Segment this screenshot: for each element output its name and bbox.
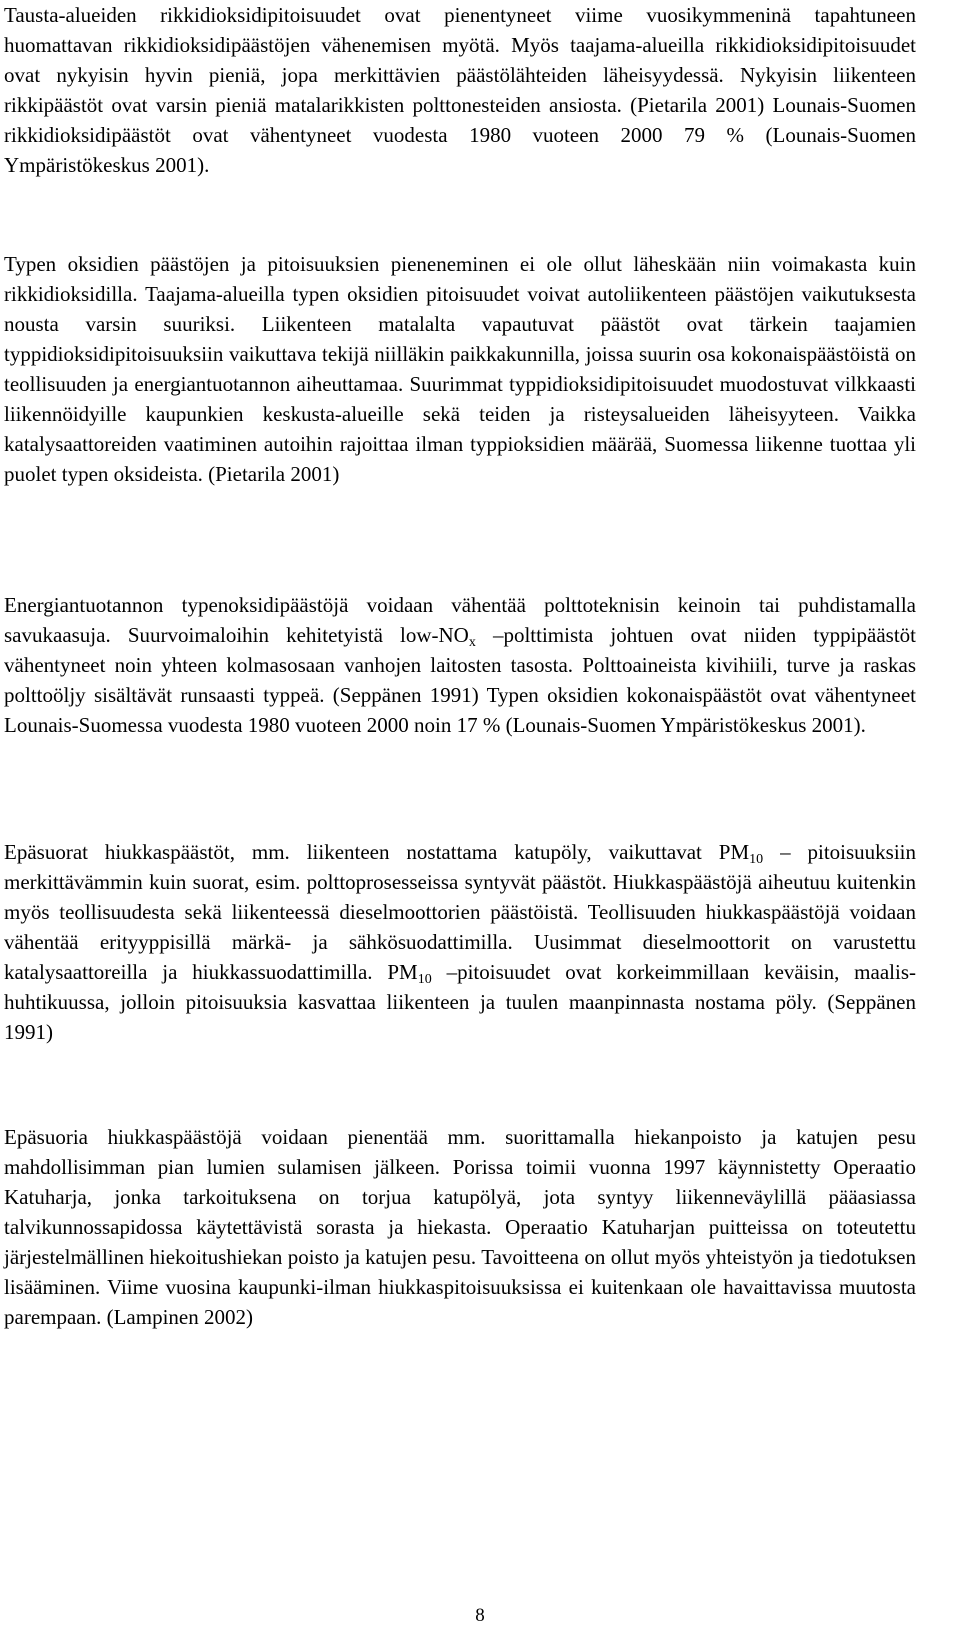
paragraph-energy-production-nox — [4, 590, 916, 740]
paragraph-text: –pitoisuudet ovat korkeimmillaan keväisin, maalis-huhtikuussa, jolloin pitoisuuksia kasvattaa liikenteen ja tuulen maanpinnasta nostama pöly. (Seppänen 1991) — [4, 960, 916, 1044]
paragraph-particle-emissions — [4, 837, 916, 1047]
paragraph-sulfur-dioxide: Tausta-alueiden rikkidioksidipitoisuudet ovat pienentyneet viime vuosikymmeninä tapahtuneen huomattavan rikkidioksidipäästöjen vähenemisen myötä. Myös taajama-alueilla rikkidioksidipitoisuudet ovat nykyisin hyvin pieniä, jopa merkittävien päästölähteiden läheisyydessä. Nykyisin liikenteen rikkipäästöt ovat varsin pieniä matalarikkisten polttonesteiden ansiosta. (Pietarila 2001) Lounais-Suomen rikkidioksidipäästöt ovat vähentyneet vuodesta 1980 vuoteen 2000 79 % (Lounais-Suomen Ympäristökeskus 2001). — [4, 3, 916, 177]
subscript: x — [468, 635, 476, 650]
paragraph-text: –polttimista johtuen ovat niiden typpipäästöt vähentyneet noin yhteen kolmasosaan vanhojen laitosten tasosta. Polttoaineista kivihiili, turve ja raskas polttoöljy sisältävät runsaasti typpeä. (Seppänen 1991) Typen oksidien kokonaispäästöt ovat vähentyneet Lounais-Suomessa vuodesta 1980 vuoteen 2000 noin 17 % (Lounais-Suomen Ympäristökeskus 2001). — [4, 623, 917, 737]
page-number: 8 — [475, 1605, 485, 1626]
paragraph-nitrogen-oxides: Typen oksidien päästöjen ja pitoisuuksien pieneneminen ei ole ollut läheskään niin voimakasta kuin rikkidioksidilla. Taajama-alueilla typen oksidien pitoisuudet voivat autoliikenteen päästöjen vaikutuksesta nousta varsin suuriksi. Liikenteen matalalta vapautuvat päästöt ovat tärkein taajamien typpidioksidipitoisuuksiin vaikuttava tekijä niilläkin paikkakunnilla, joissa suurin osa kokonaispäästöistä on teollisuuden ja energiantuotannon aiheuttamaa. Suurimmat typpidioksidipitoisuudet muodostuvat vilkkaasti liikennöidyille kaupunkien keskusta-alueille sekä teiden ja risteysalueiden läheisyyteen. Vaikka katalysaattoreiden vaatiminen autoihin rajoittaa ilman typpioksidien määrää, Suomessa liikenne tuottaa yli puolet typen oksideista. (Pietarila 2001) — [4, 252, 916, 486]
paragraph-street-dust: Epäsuoria hiukkaspäästöjä voidaan pienentää mm. suorittamalla hiekanpoisto ja katujen pesu mahdollisimman pian lumien sulamisen jälkeen. Porissa toimii vuonna 1997 käynnistetty Operaatio Katuharja, jonka tarkoituksena on torjua katupölyä, jota syntyy liikenneväylillä pääasiassa talvikunnossapidossa käytettävistä sorasta ja hiekasta. Operaatio Katuharjan puitteissa on toteutettu järjestelmällinen hiekoitushiekan poisto ja katujen pesu. Tavoitteena on ollut myös yhteistyön ja tiedotuksen lisääminen. Viime vuosina kaupunki-ilman hiukkaspitoisuuksissa ei kuitenkaan ole havaittavissa muutosta parempaan. (Lampinen 2002) — [4, 1125, 916, 1329]
paragraph-text: Energiantuotannon typenoksidipäästöjä voidaan vähentää polttoteknisin keinoin tai puhdistamalla savukaasuja. Suurvoimaloihin kehitetyistä low-NO — [4, 593, 916, 647]
paragraph-text: – pitoisuuksiin merkittävämmin kuin suorat, esim. polttoprosesseissa syntyvät päästöt. Hiukkaspäästöjä aiheutuu kuitenkin myös teollisuudesta sekä liikenteessä dieselmoottorien päästöistä. Teollisuuden hiukkaspäästöjä voidaan vähentää erityyppisillä märkä- ja sähkösuodattimilla. Uusimmat dieselmoottorit on varustettu katalysaattoreilla ja hiukkassuodattimilla. PM — [4, 840, 916, 984]
subscript: 10 — [417, 972, 432, 987]
paragraph-text: Epäsuorat hiukkaspäästöt, mm. liikenteen nostattama katupöly, vaikuttavat PM — [4, 840, 750, 864]
subscript: 10 — [749, 852, 764, 867]
